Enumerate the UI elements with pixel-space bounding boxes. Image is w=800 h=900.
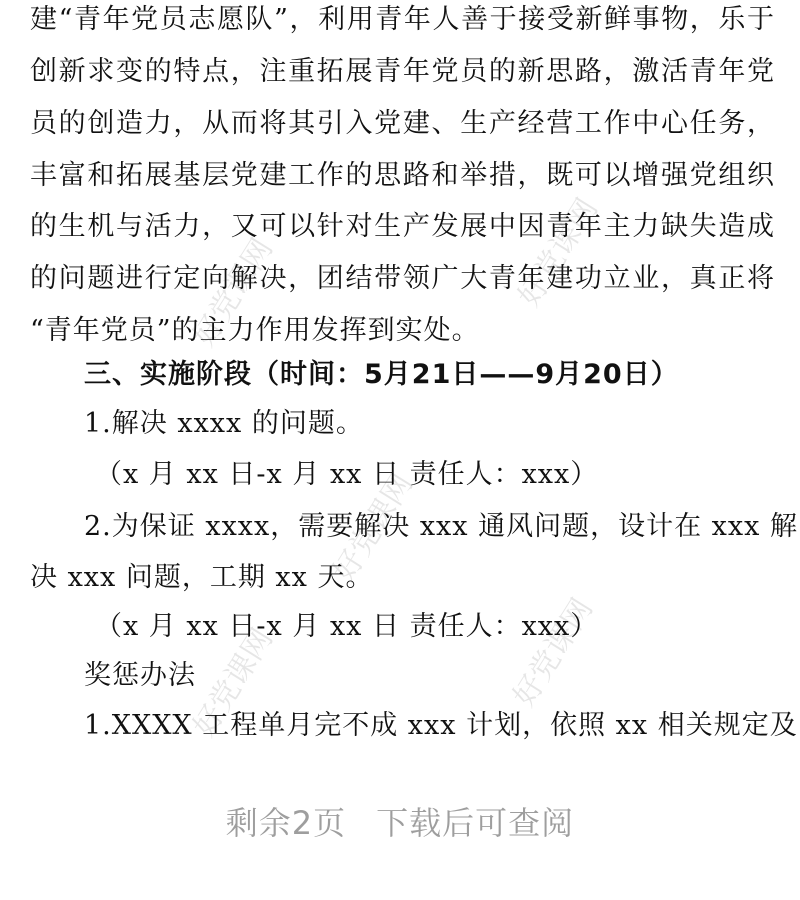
paragraph-line: “青年党员”的主力作用发挥到实处。 xyxy=(30,315,480,346)
list-item: 1.XXXX 工程单月完不成 xxx 计划，依照 xx 相关规定及 xyxy=(84,710,798,741)
schedule-note: （x 月 xx 日-x 月 xx 日 责任人：xxx） xyxy=(95,611,599,642)
section-heading: 三、实施阶段（时间：5月21日——9月20日） xyxy=(84,359,679,390)
list-item: 2.为保证 xxxx，需要解决 xxx 通风问题，设计在 xxx 解 xyxy=(84,511,798,542)
watermark: 好党课网 xyxy=(186,232,281,353)
paragraph-line: 创新求变的特点，注重拓展青年党员的新思路，激活青年党 xyxy=(30,56,775,87)
paragraph-line: 员的创造力，从而将其引入党建、生产经营工作中心任务， xyxy=(30,108,775,139)
watermark: 好党课网 xyxy=(511,192,606,313)
watermark: 好党课网 xyxy=(326,467,421,588)
paragraph-line: 的生机与活力，又可以针对生产发展中因青年主力缺失造成 xyxy=(30,211,775,242)
paragraph-line: 的问题进行定向解决，团结带领广大青年建功立业，真正将 xyxy=(30,263,775,294)
download-prompt[interactable] xyxy=(0,796,800,850)
remaining-pages-label: 剩余2页 xyxy=(225,804,347,842)
paragraph-line: 丰富和拓展基层党建工作的思路和举措，既可以增强党组织 xyxy=(30,160,775,191)
list-item: 1.解决 xxxx 的问题。 xyxy=(84,408,364,439)
paragraph-line: 建“青年党员志愿队”，利用青年人善于接受新鲜事物，乐于 xyxy=(30,4,775,35)
list-item-continuation: 决 xxx 问题，工期 xx 天。 xyxy=(30,562,374,593)
watermark: 好党课网 xyxy=(506,592,601,713)
watermark: 好党课网 xyxy=(186,622,281,743)
subsection-heading: 奖惩办法 xyxy=(84,660,196,691)
download-to-view-label[interactable]: 下载后可查阅 xyxy=(376,804,575,842)
schedule-note: （x 月 xx 日-x 月 xx 日 责任人：xxx） xyxy=(95,459,599,490)
